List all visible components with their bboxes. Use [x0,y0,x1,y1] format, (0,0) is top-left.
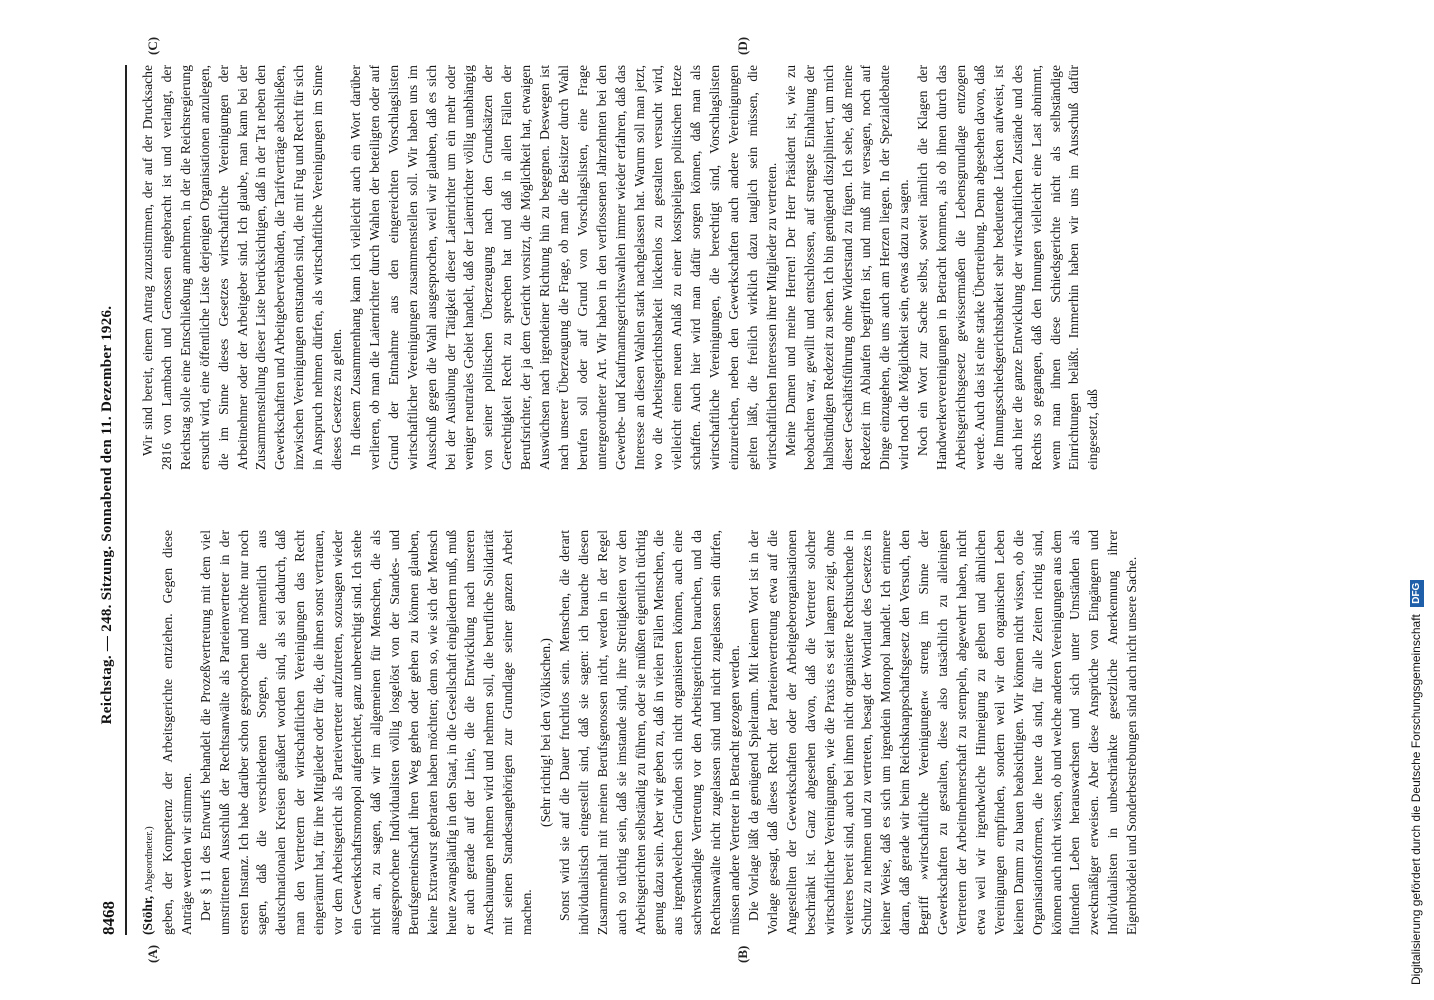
speaker-line [139,530,159,935]
interjection: (Sehr richtig! bei den Völkischen.) [538,638,554,827]
page-number: 8468 [99,901,118,935]
speaker-role: Abgeordneter.) [143,826,155,893]
margin-mark-d: (D) [735,36,750,55]
speaker-name: (Stöhr, [140,895,155,935]
digitization-note: Digitalisierung gefördert durch die Deutsche Forschungsgemeinschaft [1409,614,1423,985]
paragraph: In diesem Zusammenhang kann ich vielleicht auch ein Wort darüber verlieren, ob man die Laienrichter durch Wahlen der beteiligten oder auf Grund der Entnahme aus den eingereichten Vorschlagslisten wirtschaftlicher Vereinigungen zusammenstellen soll. Wir haben uns im Ausschuß gegen die Wahl ausgesprochen, weil wir glauben, daß es sich bei der Ausübung der Tätigkeit dieser Laienrichter um ein mehr oder weniger neutrales Gebiet handelt, daß der Laienrichter völlig unabhängig von seiner politischen Überzeugung nach den Grundsätzen der Gerechtigkeit Recht zu sprechen hat und daß in allen Fällen der Berufsrichter, der ja dem Gericht vorsitzt, die Möglichkeit hat, etwaigen Auswüchsen nach irgendeiner Richtung hin zu begegnen. Deswegen ist nach unserer Überzeugung die Frage, ob man die Beisitzer durch Wahl berufen soll oder auf Grund von Vorschlagslisten, eine Frage untergeordneter Art. Wir haben in den verflossenen Jahrzehnten bei den Gewerbe- und Kaufmannsgerichtswahlen immer wieder erfahren, daß das Interesse an diesen Wahlen stark nachgelassen hat. Warum soll man jetzt, wo die Arbeitsgerichtsbarkeit lückenlos zu gestalten versucht wird, vielleicht einen neuen Anlaß zu einer kostspieligen politischen Hetze schaffen. Auch hier wird man dafür sorgen können, daß man als wirtschaftliche Vereinigungen, die berechtigt sind, Vorschlagslisten einzureichen, neben den Gewerkschaften auch andere Vereinigungen gelten läßt, die freilich wirklich dazu tauglich sein müssen, die wirtschaftlichen Interessen ihrer Mitglieder zu vertreten. [347,65,779,470]
page-header [95,65,125,935]
paragraph: geben, der Kompetenz der Arbeitsgerichte entziehen. Gegen diese Anträge werden wir stimmen. [159,530,194,935]
header-rule [125,65,127,935]
paragraph: Meine Damen und meine Herren! Der Herr Präsident ist, wie zu beobachten war, gewillt und entschlossen, auf strengste Einhaltung der halbstündigen Redezeit zu sehen. Ich bin genügend diszipliniert, um mich dieser Geschäftsführung ohne Widerstand zu fügen. Ich sehe, daß meine Redezeit im Ablaufen begriffen ist, und muß mir versagen, noch auf Dinge einzugehen, die uns auch am Herzen liegen. In der Spezialdebatte wird noch die Möglichkeit sein, etwas dazu zu sagen. [782,65,912,470]
paragraph: Sonst wird sie auf die Dauer fruchtlos sein. Menschen, die derart individualistisch eingestellt sind, daß sie sagen: ich brauche diesen Zusammenhalt mit meinen Berufsgenossen nicht, werden in der Regel auch so tüchtig sein, daß sie imstande sind, ihre Streitigkeiten vor den Arbeitsgerichten selbständig zu führen, oder sie müßten eigentlich tüchtig genug dazu sein. Aber wir geben zu, daß in vielen Fällen Menschen, die aus irgendwelchen Gründen sich nicht organisieren können, auch eine sachverständige Vertretung vor den Arbeitsgerichten brauchen, und da Rechtsanwälte nicht zugelassen sind und nicht zugelassen sein dürfen, müssen andere Vertreter in Betracht gezogen werden. [556,530,743,935]
left-column [139,530,1424,935]
page-title: Reichstag. — 248. Sitzung. Sonnabend den 11. Dezember 1926. [99,305,115,725]
paragraph: Noch ein Wort zur Sache selbst, soweit nämlich die Klagen der Handwerkervereinigungen in Betracht kommen, als ob ihnen durch das Arbeitsgerichtsgesetz gewissermaßen die Lebensgrundlage entzogen werde. Auch das ist eine starke Übertreibung. Denn abgesehen davon, daß die Innungsschiedsgerichtsbarkeit sehr bedeutende Lücken aufweist, ist auch hier die ganze Entwicklung der wirtschaftlichen Zustände und des Rechts so gegangen, daß den Innungen vielleicht eine Last abnimmt, wenn man ihnen diese Schiedsgerichte nicht als selbständige Einrichtungen beläßt. Immerhin haben wir uns im Ausschuß dafür eingesetzt, daß [915,65,1101,470]
margin-mark-b: (B) [735,945,750,963]
paragraph: Die Vorlage läßt da genügend Spielraum. Mit keinem Wort ist in der Vorlage gesagt, daß dieses Recht der Parteienvertretung etwa auf die Angestellten der Gewerkschaften oder der Arbeitgeberorganisationen beschränkt ist. Ganz abgesehen davon, daß die Vertreter solcher wirtschaftlicher Vereinigungen, wie die Praxis es seit langem zeigt, ohne weiteres bereit sind, auch bei ihnen nicht organisierte Rechtsuchende in Schutz zu nehmen und zu vertreten, besagt der Wortlaut des Gesetzes in keiner Weise, daß es sich um irgendein Monopol handelt. Ich erinnere daran, daß gerade wir beim Reichsknappschaftsgesetz den Versuch, den Begriff »wirtschaftliche Vereinigungen« streng im Sinne der Gewerkschaften zu gestalten, diese also tatsächlich zu alleinigen Vertretern der Arbeitnehmerschaft zu stempeln, abgewehrt haben, nicht etwa weil wir irgendwelche Hinneigung zu gelben und ähnlichen Vereinigungen empfinden, sondern weil wir den organischen Leben keinen Damm zu bauen beabsichtigen. Wir können nicht wissen, ob die Organisationsformen, die heute da sind, für alle Zeiten richtig sind, können auch nicht wissen, ob und welche anderen Vereinigungen aus dem flutenden Leben herauswachsen und sich unter Umständen als zweckmäßiger erweisen. Aber diese Ansprüche von Eingängern und Individualisten in unbeschränkte gesetzliche Anerkennung ihrer Eigenbrödelei und Sonderbestrebungen sind auch nicht unsere Sache. [746,530,1140,935]
right-column [139,65,1424,470]
margin-mark-c: (C) [145,36,160,55]
dfg-logo: DFG [1410,580,1424,607]
paragraph: Der § 11 des Entwurfs behandelt die Prozeßvertretung mit dem viel umstrittenen Ausschluß der Rechtsanwälte als Parteienvertreter in der ersten Instanz. Ich habe darüber schon gesprochen und möchte nur noch sagen, daß die verschiedenen Sorgen, die namentlich aus deutschnationalen Kreisen geäußert worden sind, als sei dadurch, daß man den Vertretern der wirtschaftlichen Vereinigungen das Recht eingeräumt hat, für ihre Mitglieder oder für die, die ihnen sonst vertrauen, vor dem Arbeitsgericht als Parteivertreter aufzutreten, sozusagen wieder ein Gewerkschaftsmonopol aufgerichtet, ganz unberechtigt sind. Ich stehe nicht an, zu sagen, daß wir im allgemeinen für Menschen, die als ausgesprochene Individualisten völlig losgelöst von der Standes- und Berufsgemeinschaft ihren Weg gehen oder gehen zu können glauben, keine Extrawurst gebraten haben möchten; denn so, wie sich der Mensch heute zwangsläufig in den Staat, in die Gesellschaft eingliedern muß, muß er auch gerade auf der Linie, die die Entwicklung nach unseren Anschauungen nehmen wird und nehmen soll, die berufliche Solidarität mit seinen Standesangehörigen zur Grundlage seiner ganzen Arbeit machen. [197,530,535,935]
document-page [95,36,1434,963]
digitization-credit [1404,5,1428,985]
margin-mark-a: (A) [145,944,160,963]
paragraph: Wir sind bereit, einem Antrag zuzustimmen, der auf der Drucksache 2816 von Lambach und Genossen eingebracht ist und verlangt, der Reichstag solle eine Entschließung annehmen, in der die Reichsregierung ersucht wird, eine öffentliche Liste derjenigen Organisationen anzulegen, die im Sinne dieses Gesetzes wirtschaftliche Vereinigungen der Arbeitnehmer oder der Arbeitgeber sind. Ich glaube, man kann bei der Zusammenstellung dieser Liste berücksichtigen, daß in der Tat neben den Gewerkschaften und Arbeitgeberverbänden, die Tarifverträge abschließen, inzwischen Vereinigungen entstanden sind, die mit Fug und Recht für sich in Anspruch nehmen dürfen, als wirtschaftliche Vereinigungen im Sinne dieses Gesetzes zu gelten. [140,65,345,470]
